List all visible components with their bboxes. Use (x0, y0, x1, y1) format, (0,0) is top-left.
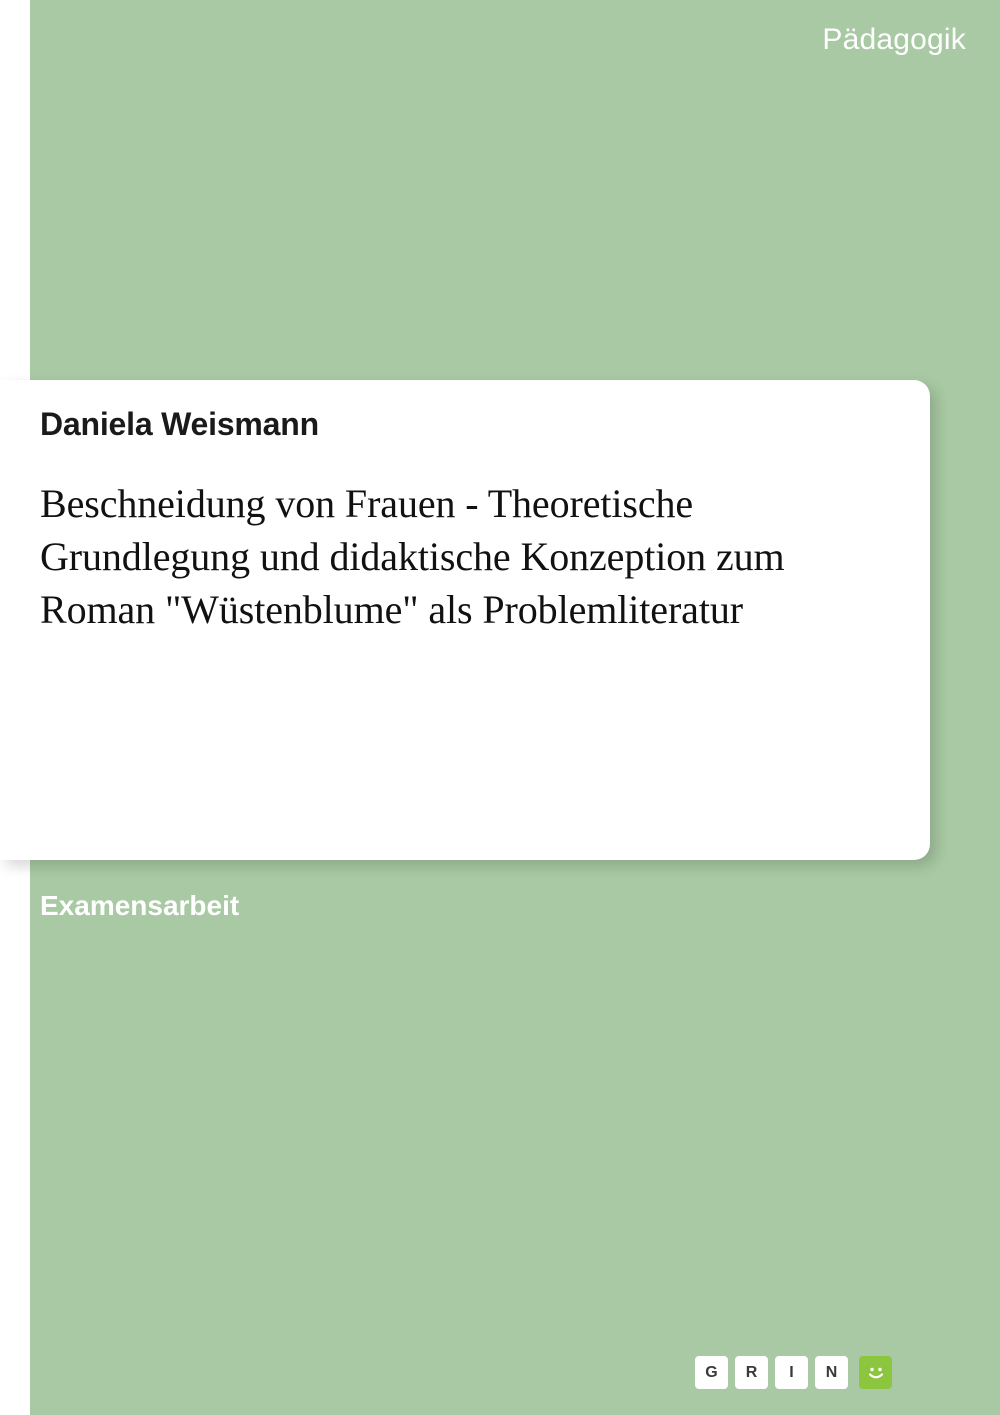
logo-letter-i: I (775, 1356, 808, 1389)
document-type-label: Examensarbeit (40, 890, 240, 921)
book-title: Beschneidung von Frauen - Theoretische Grundlegung und didaktische Konzeption zum Roman "Wüstenblume" als Problemliteratur (40, 481, 785, 633)
logo-letter-r: R (735, 1356, 768, 1389)
logo-letter-g: G (695, 1356, 728, 1389)
title-card (0, 380, 930, 860)
category-label: Pädagogik (822, 23, 966, 56)
logo-letter-n: N (815, 1356, 848, 1389)
smiley-icon (859, 1356, 892, 1389)
grin-logo (695, 1356, 892, 1389)
author-name: Daniela Weismann (40, 406, 319, 442)
